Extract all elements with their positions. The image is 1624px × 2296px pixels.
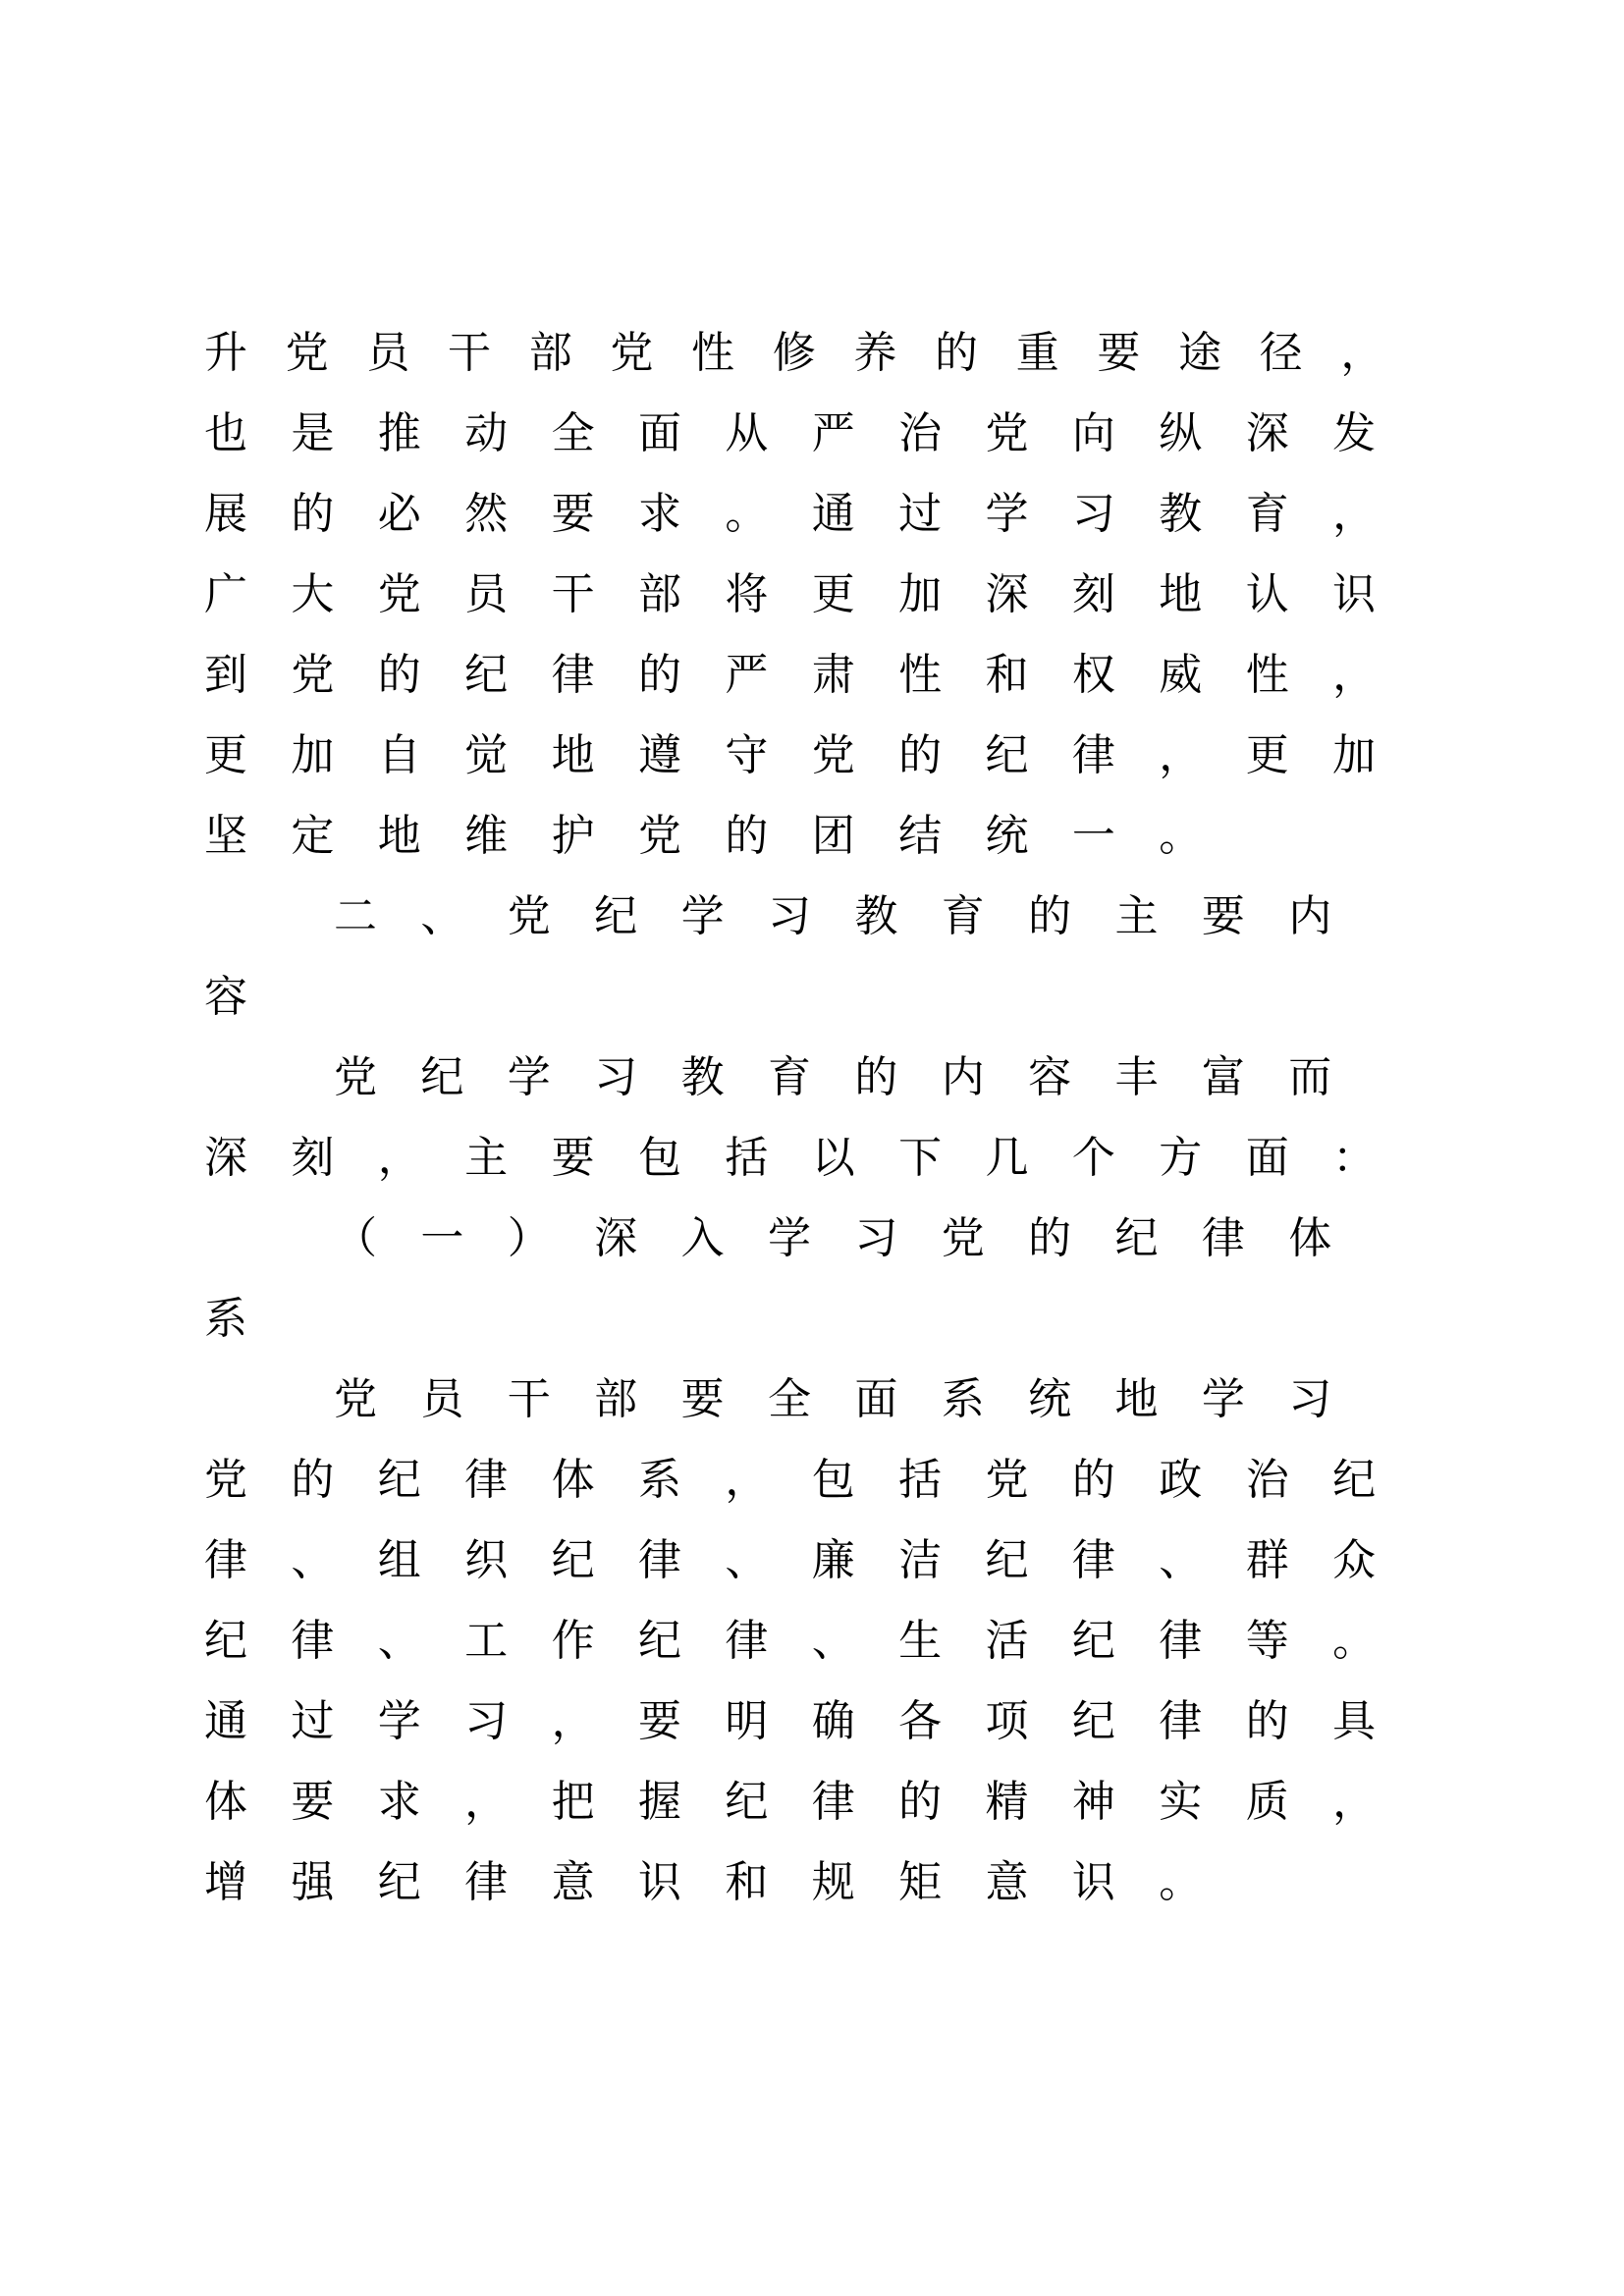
char: 律 bbox=[291, 1616, 335, 1666]
char: 党 bbox=[334, 1374, 377, 1424]
char: 加 bbox=[898, 569, 943, 619]
char: 要 bbox=[680, 1374, 725, 1424]
char: 几 bbox=[985, 1133, 1029, 1183]
char: 党 bbox=[941, 1213, 985, 1263]
char: 坚 bbox=[204, 811, 247, 861]
text-line-1 bbox=[204, 318, 1422, 389]
char: 习 bbox=[1071, 489, 1115, 539]
char: 干 bbox=[507, 1374, 551, 1424]
subsection-heading-line-2 bbox=[204, 1284, 1422, 1355]
char: 纪 bbox=[377, 1455, 421, 1505]
char: 面 bbox=[637, 408, 681, 458]
char: 的 bbox=[637, 650, 681, 700]
char: 更 bbox=[1245, 730, 1289, 780]
char: 自 bbox=[377, 730, 421, 780]
char: 系 bbox=[941, 1374, 985, 1424]
char: 、 bbox=[291, 1535, 335, 1585]
text-line-5 bbox=[204, 640, 1422, 711]
char: 地 bbox=[1159, 569, 1203, 619]
char: 教 bbox=[854, 891, 898, 941]
char: 加 bbox=[1332, 730, 1377, 780]
char: 要 bbox=[551, 489, 595, 539]
char: 确 bbox=[811, 1696, 855, 1746]
char: 纪 bbox=[1332, 1455, 1377, 1505]
char: 括 bbox=[725, 1133, 769, 1183]
char: 纵 bbox=[1159, 408, 1203, 458]
subsection-heading-line-1 bbox=[334, 1203, 1551, 1274]
char: 结 bbox=[898, 811, 943, 861]
char: 纪 bbox=[594, 891, 638, 941]
char: 学 bbox=[507, 1052, 551, 1102]
char: 纪 bbox=[464, 650, 509, 700]
char: 全 bbox=[767, 1374, 811, 1424]
text-line-20 bbox=[204, 1847, 1422, 1918]
char: 干 bbox=[448, 328, 492, 378]
char: 教 bbox=[680, 1052, 725, 1102]
char: 而 bbox=[1288, 1052, 1332, 1102]
char: 纪 bbox=[204, 1616, 247, 1666]
char: 习 bbox=[767, 891, 811, 941]
char: 要 bbox=[1201, 891, 1245, 941]
char: 育 bbox=[767, 1052, 811, 1102]
char: 严 bbox=[811, 408, 855, 458]
char: ， bbox=[1332, 650, 1377, 700]
text-line-6 bbox=[204, 721, 1422, 791]
char: 习 bbox=[854, 1213, 898, 1263]
section-heading-line-2 bbox=[204, 962, 1422, 1033]
char: 刻 bbox=[1071, 569, 1115, 619]
char: 众 bbox=[1332, 1535, 1377, 1585]
char: 律 bbox=[1071, 1535, 1115, 1585]
char: 径 bbox=[1259, 328, 1303, 378]
char: 过 bbox=[898, 489, 943, 539]
char: 地 bbox=[1114, 1374, 1159, 1424]
char: 到 bbox=[204, 650, 247, 700]
char: 体 bbox=[1288, 1213, 1332, 1263]
char: 养 bbox=[853, 328, 897, 378]
char: 意 bbox=[985, 1857, 1029, 1907]
char: 员 bbox=[366, 328, 410, 378]
char: 习 bbox=[1288, 1374, 1332, 1424]
char: 织 bbox=[464, 1535, 509, 1585]
char: 的 bbox=[1245, 1696, 1289, 1746]
char: 下 bbox=[898, 1133, 943, 1183]
char: 丰 bbox=[1114, 1052, 1159, 1102]
char: 。 bbox=[1159, 811, 1203, 861]
char: 识 bbox=[1071, 1857, 1115, 1907]
char: 纪 bbox=[377, 1857, 421, 1907]
char: 系 bbox=[637, 1455, 681, 1505]
char: 纪 bbox=[637, 1616, 681, 1666]
char: 的 bbox=[1028, 1213, 1072, 1263]
text-line-2 bbox=[204, 399, 1422, 469]
char: 学 bbox=[1201, 1374, 1245, 1424]
char: 干 bbox=[551, 569, 595, 619]
char: 求 bbox=[637, 489, 681, 539]
char: 地 bbox=[551, 730, 595, 780]
char: 、 bbox=[377, 1616, 421, 1666]
char: 习 bbox=[594, 1052, 638, 1102]
char: 的 bbox=[291, 1455, 335, 1505]
char: 项 bbox=[985, 1696, 1029, 1746]
char: 团 bbox=[811, 811, 855, 861]
char: 纪 bbox=[725, 1777, 769, 1827]
char: ， bbox=[464, 1777, 509, 1827]
char: 展 bbox=[204, 489, 247, 539]
char: ， bbox=[725, 1455, 769, 1505]
char: 权 bbox=[1071, 650, 1115, 700]
char: 和 bbox=[985, 650, 1029, 700]
char: 律 bbox=[551, 650, 595, 700]
char: 向 bbox=[1071, 408, 1115, 458]
char: 作 bbox=[551, 1616, 595, 1666]
char: 意 bbox=[551, 1857, 595, 1907]
char: 党 bbox=[811, 730, 855, 780]
char: 精 bbox=[985, 1777, 1029, 1827]
char: ， bbox=[1332, 1777, 1377, 1827]
char: 治 bbox=[898, 408, 943, 458]
char: 律 bbox=[1071, 730, 1115, 780]
char: 求 bbox=[377, 1777, 421, 1827]
char: 入 bbox=[680, 1213, 725, 1263]
char: 过 bbox=[291, 1696, 335, 1746]
char: 统 bbox=[985, 811, 1029, 861]
text-line-4 bbox=[204, 560, 1422, 630]
char: 纪 bbox=[985, 1535, 1029, 1585]
text-line-14 bbox=[334, 1364, 1551, 1435]
char: 严 bbox=[725, 650, 769, 700]
char: 必 bbox=[377, 489, 421, 539]
char: 刻 bbox=[291, 1133, 335, 1183]
char: 容 bbox=[204, 972, 247, 1022]
char: 员 bbox=[464, 569, 509, 619]
char: 加 bbox=[291, 730, 335, 780]
char: 治 bbox=[1245, 1455, 1289, 1505]
char: 的 bbox=[935, 328, 979, 378]
char: 体 bbox=[551, 1455, 595, 1505]
char: 统 bbox=[1028, 1374, 1072, 1424]
char: 个 bbox=[1071, 1133, 1115, 1183]
char: 纪 bbox=[985, 730, 1029, 780]
char: 、 bbox=[420, 891, 464, 941]
char: 各 bbox=[898, 1696, 943, 1746]
char: 重 bbox=[1015, 328, 1059, 378]
char: 的 bbox=[291, 489, 335, 539]
char: 党 bbox=[610, 328, 654, 378]
char: 更 bbox=[811, 569, 855, 619]
char: 纪 bbox=[420, 1052, 464, 1102]
char: 更 bbox=[204, 730, 247, 780]
char: 政 bbox=[1159, 1455, 1203, 1505]
char: ， bbox=[1332, 489, 1377, 539]
char: 党 bbox=[334, 1052, 377, 1102]
char: 党 bbox=[285, 328, 329, 378]
char: 党 bbox=[985, 408, 1029, 458]
char: 学 bbox=[767, 1213, 811, 1263]
char: 将 bbox=[725, 569, 769, 619]
char: 面 bbox=[1245, 1133, 1289, 1183]
char: 党 bbox=[291, 650, 335, 700]
char: 育 bbox=[941, 891, 985, 941]
char: 党 bbox=[507, 891, 551, 941]
char: 律 bbox=[204, 1535, 247, 1585]
char: 等 bbox=[1245, 1616, 1289, 1666]
char: 和 bbox=[725, 1857, 769, 1907]
char: 组 bbox=[377, 1535, 421, 1585]
char: 通 bbox=[204, 1696, 247, 1746]
char: 。 bbox=[725, 489, 769, 539]
char: 律 bbox=[464, 1857, 509, 1907]
char: 群 bbox=[1245, 1535, 1289, 1585]
char: 学 bbox=[377, 1696, 421, 1746]
section-heading-line-1 bbox=[334, 881, 1551, 952]
char: 纪 bbox=[1071, 1616, 1115, 1666]
char: 包 bbox=[637, 1133, 681, 1183]
char: 的 bbox=[898, 730, 943, 780]
char: 面 bbox=[854, 1374, 898, 1424]
char: 主 bbox=[1114, 891, 1159, 941]
char: 系 bbox=[204, 1294, 247, 1344]
char: 把 bbox=[551, 1777, 595, 1827]
char: 、 bbox=[1159, 1535, 1203, 1585]
char: 、 bbox=[725, 1535, 769, 1585]
char: 二 bbox=[334, 891, 377, 941]
char: 部 bbox=[528, 328, 572, 378]
char: （ bbox=[334, 1213, 377, 1263]
char: 维 bbox=[464, 811, 509, 861]
char: 矩 bbox=[898, 1857, 943, 1907]
char: 律 bbox=[1159, 1616, 1203, 1666]
char: 方 bbox=[1159, 1133, 1203, 1183]
char: 升 bbox=[204, 328, 247, 378]
char: 从 bbox=[725, 408, 769, 458]
text-line-17 bbox=[204, 1606, 1422, 1677]
char: 性 bbox=[1245, 650, 1289, 700]
char: 部 bbox=[594, 1374, 638, 1424]
char: 洁 bbox=[898, 1535, 943, 1585]
char: 要 bbox=[551, 1133, 595, 1183]
char: 性 bbox=[898, 650, 943, 700]
char: 生 bbox=[898, 1616, 943, 1666]
char: 强 bbox=[291, 1857, 335, 1907]
char: 部 bbox=[637, 569, 681, 619]
text-line-11 bbox=[204, 1123, 1422, 1194]
char: 通 bbox=[811, 489, 855, 539]
text-line-3 bbox=[204, 479, 1422, 550]
char: ， bbox=[551, 1696, 595, 1746]
char: 律 bbox=[464, 1455, 509, 1505]
char: 活 bbox=[985, 1616, 1029, 1666]
char: 党 bbox=[985, 1455, 1029, 1505]
char: 律 bbox=[1201, 1213, 1245, 1263]
char: 习 bbox=[464, 1696, 509, 1746]
char: ） bbox=[507, 1213, 551, 1263]
char: 大 bbox=[291, 569, 335, 619]
char: 的 bbox=[854, 1052, 898, 1102]
char: 律 bbox=[811, 1777, 855, 1827]
char: 党 bbox=[204, 1455, 247, 1505]
char: 括 bbox=[898, 1455, 943, 1505]
char: 学 bbox=[680, 891, 725, 941]
char: 要 bbox=[1097, 328, 1141, 378]
char: ， bbox=[1340, 328, 1384, 378]
char: 一 bbox=[1071, 811, 1115, 861]
char: 增 bbox=[204, 1857, 247, 1907]
char: 工 bbox=[464, 1616, 509, 1666]
char: 律 bbox=[1159, 1696, 1203, 1746]
char: 律 bbox=[725, 1616, 769, 1666]
char: 修 bbox=[772, 328, 816, 378]
char: 定 bbox=[291, 811, 335, 861]
text-line-15 bbox=[204, 1445, 1422, 1516]
char: 发 bbox=[1332, 408, 1377, 458]
char: 以 bbox=[811, 1133, 855, 1183]
char: 党 bbox=[637, 811, 681, 861]
char: 员 bbox=[420, 1374, 464, 1424]
char: 深 bbox=[594, 1213, 638, 1263]
char: 途 bbox=[1178, 328, 1222, 378]
char: ： bbox=[1332, 1133, 1377, 1183]
char: 深 bbox=[1245, 408, 1289, 458]
char: 全 bbox=[551, 408, 595, 458]
text-line-16 bbox=[204, 1525, 1422, 1596]
char: 纪 bbox=[1071, 1696, 1115, 1746]
char: 遵 bbox=[637, 730, 681, 780]
char: 广 bbox=[204, 569, 247, 619]
char: 的 bbox=[1071, 1455, 1115, 1505]
char: 的 bbox=[1028, 891, 1072, 941]
char: 要 bbox=[291, 1777, 335, 1827]
char: 护 bbox=[551, 811, 595, 861]
char: 一 bbox=[420, 1213, 464, 1263]
char: 觉 bbox=[464, 730, 509, 780]
char: 廉 bbox=[811, 1535, 855, 1585]
char: 守 bbox=[725, 730, 769, 780]
text-line-10 bbox=[334, 1042, 1551, 1113]
char: 容 bbox=[1028, 1052, 1072, 1102]
char: 的 bbox=[725, 811, 769, 861]
char: 性 bbox=[691, 328, 735, 378]
text-line-18 bbox=[204, 1686, 1422, 1757]
char: 纪 bbox=[551, 1535, 595, 1585]
char: 实 bbox=[1159, 1777, 1203, 1827]
char: 富 bbox=[1201, 1052, 1245, 1102]
char: ， bbox=[377, 1133, 421, 1183]
char: 具 bbox=[1332, 1696, 1377, 1746]
char: 神 bbox=[1071, 1777, 1115, 1827]
text-line-7 bbox=[204, 801, 1422, 872]
char: 动 bbox=[464, 408, 509, 458]
char: 质 bbox=[1245, 1777, 1289, 1827]
char: ， bbox=[1159, 730, 1203, 780]
char: 。 bbox=[1332, 1616, 1377, 1666]
char: 育 bbox=[1245, 489, 1289, 539]
char: 党 bbox=[377, 569, 421, 619]
char: 也 bbox=[204, 408, 247, 458]
char: 威 bbox=[1159, 650, 1203, 700]
char: 主 bbox=[464, 1133, 509, 1183]
char: 的 bbox=[377, 650, 421, 700]
char: 认 bbox=[1245, 569, 1289, 619]
char: 内 bbox=[1288, 891, 1332, 941]
char: 、 bbox=[811, 1616, 855, 1666]
char: 内 bbox=[941, 1052, 985, 1102]
char: 肃 bbox=[811, 650, 855, 700]
char: 识 bbox=[637, 1857, 681, 1907]
char: 推 bbox=[377, 408, 421, 458]
char: 是 bbox=[291, 408, 335, 458]
char: 学 bbox=[985, 489, 1029, 539]
text-line-19 bbox=[204, 1767, 1422, 1838]
char: 深 bbox=[204, 1133, 247, 1183]
char: 地 bbox=[377, 811, 421, 861]
char: 。 bbox=[1159, 1857, 1203, 1907]
char: 规 bbox=[811, 1857, 855, 1907]
char: 教 bbox=[1159, 489, 1203, 539]
char: 要 bbox=[637, 1696, 681, 1746]
char: 的 bbox=[898, 1777, 943, 1827]
char: 律 bbox=[637, 1535, 681, 1585]
char: 包 bbox=[811, 1455, 855, 1505]
char: 明 bbox=[725, 1696, 769, 1746]
char: 然 bbox=[464, 489, 509, 539]
char: 握 bbox=[637, 1777, 681, 1827]
char: 识 bbox=[1332, 569, 1377, 619]
char: 深 bbox=[985, 569, 1029, 619]
char: 纪 bbox=[1114, 1213, 1159, 1263]
char: 体 bbox=[204, 1777, 247, 1827]
